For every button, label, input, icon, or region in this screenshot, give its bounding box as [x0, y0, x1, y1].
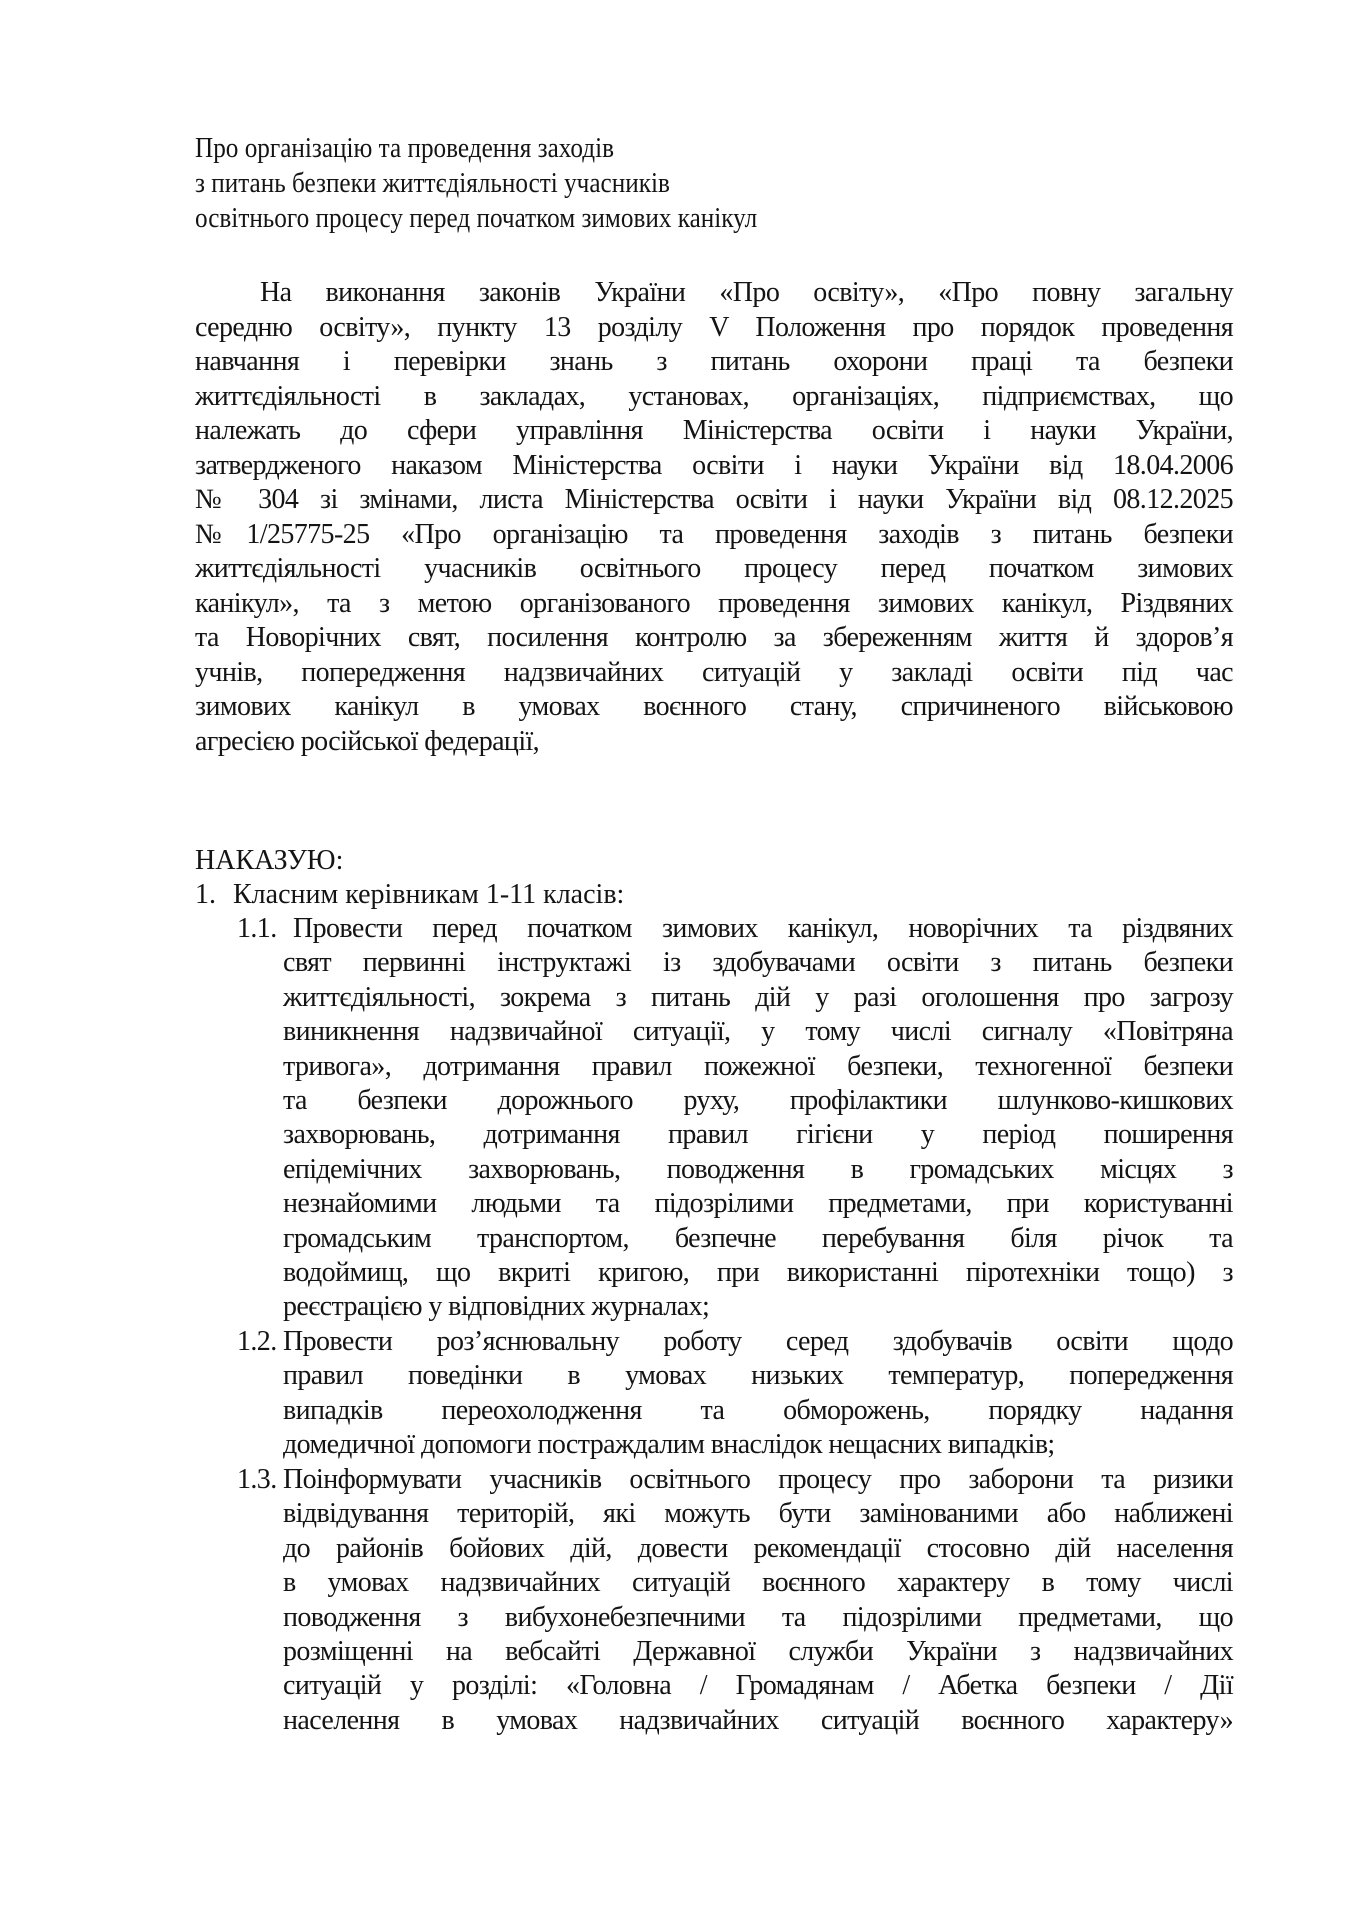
preamble-line: агресією російської федерації, — [195, 725, 540, 757]
preamble-line: життєдіяльності учасників освітнього процесу перед початком зимових — [195, 553, 1233, 584]
preamble-paragraph — [195, 276, 1233, 759]
preamble-line: учнів, попередження надзвичайних ситуацій у закладі освіти під час — [195, 656, 1233, 688]
subitem-line: виникнення надзвичайної ситуації, у тому числі сигналу «Повітряна — [283, 1016, 1233, 1048]
subitem-line: поводження з вибухонебезпечними та підозрілими предметами, що — [283, 1601, 1233, 1633]
preamble-line: № 304 зі змінами, листа Міністерства освіти і науки України від 08.12.2025 — [195, 484, 1233, 515]
subitem-1-1 — [237, 912, 1233, 1325]
title-line: Про організацію та проведення заходів — [195, 133, 615, 164]
subitem-line: життєдіяльності, зокрема з питань дій у разі оголошення про загрозу — [283, 981, 1233, 1013]
subitem-line: захворювань, дотримання правил гігієни у період поширення — [283, 1119, 1233, 1151]
subitem-line: до районів бойових дій, довести рекомендації стосовно дій населення — [283, 1532, 1233, 1564]
preamble-line: навчання і перевірки знань з питань охорони праці та безпеки — [195, 346, 1233, 377]
item-number: 1. — [195, 879, 216, 910]
order-heading: НАКАЗУЮ: — [195, 845, 344, 876]
subitem-1-2 — [237, 1325, 1233, 1463]
subitem-1-3 — [237, 1463, 1233, 1738]
preamble-line: середню освіту», пункту 13 розділу V Положення про порядок проведення — [195, 311, 1233, 343]
list-item-1 — [195, 878, 624, 912]
subitem-line: тривога», дотримання правил пожежної безпеки, техногенної безпеки — [283, 1050, 1233, 1082]
subitem-number: 1.1. — [237, 913, 277, 944]
preamble-line: життєдіяльності в закладах, установах, організаціях, підприємствах, що — [195, 380, 1233, 412]
subitem-line: реєстрацією у відповідних журналах; — [283, 1291, 710, 1323]
subitem-line: розміщенні на вебсайті Державної служби України з надзвичайних — [283, 1635, 1233, 1667]
preamble-line: На виконання законів України «Про освіту», «Про повну загальну — [260, 277, 1233, 308]
preamble-line: затвердженого наказом Міністерства освіти і науки України від 18.04.2006 — [195, 449, 1233, 481]
subitem-line: громадським транспортом, безпечне перебування біля річок та — [283, 1222, 1233, 1254]
subitem-line: ситуацій у розділі: «Головна / Громадянам / Абетка безпеки / Дії — [283, 1670, 1233, 1702]
item-text: Класним керівникам 1-11 класів: — [233, 879, 625, 910]
subitem-line: правил поведінки в умовах низьких температур, попередження — [283, 1360, 1233, 1392]
preamble-line: та Новорічних свят, посилення контролю за збереженням життя й здоров’я — [195, 622, 1233, 653]
subitem-first-line: Провести роз’яснювальну роботу серед здобувачів освіти щодо — [283, 1326, 1233, 1357]
subitem-line: населення в умовах надзвичайних ситуацій воєнного характеру» — [283, 1704, 1233, 1736]
subitem-first-line: Поінформувати учасників освітнього процесу про заборони та ризики — [283, 1464, 1233, 1495]
subitem-line: відвідування територій, які можуть бути замінованими або наближені — [283, 1498, 1233, 1530]
subitem-first-line: Провести перед початком зимових канікул, новорічних та різдвяних — [293, 913, 1233, 944]
preamble-line: належать до сфери управління Міністерства освіти і науки України, — [195, 415, 1233, 446]
subitem-line: домедичної допомоги постраждалим внаслідок нещасних випадків; — [283, 1429, 1055, 1461]
title-line: освітнього процесу перед початком зимових канікул — [195, 203, 758, 234]
preamble-line: канікул», та з метою організованого проведення зимових канікул, Різдвяних — [195, 587, 1233, 619]
subitem-number: 1.3. — [237, 1464, 277, 1495]
preamble-line: зимових канікул в умовах воєнного стану, спричиненого військовою — [195, 691, 1233, 722]
document-title — [195, 131, 1095, 236]
subitem-number: 1.2. — [237, 1326, 277, 1357]
subitem-line: свят первинні інструктажі із здобувачами освіти з питань безпеки — [283, 947, 1233, 979]
subitem-line: випадків переохолодження та обморожень, порядку надання — [283, 1394, 1233, 1426]
preamble-line: №1/25775-25 «Про організацію та проведення заходів з питань безпеки — [195, 518, 1233, 550]
subitem-line: незнайомими людьми та підозрілими предметами, при користуванні — [283, 1188, 1233, 1220]
subitem-line: та безпеки дорожнього руху, профілактики шлунково-кишкових — [283, 1084, 1233, 1116]
subitem-line: в умовах надзвичайних ситуацій воєнного характеру в тому числі — [283, 1567, 1233, 1599]
subitem-line: водоймищ, що вкриті кригою, при використанні піротехніки тощо) з — [283, 1256, 1233, 1288]
title-line: з питань безпеки життєдіяльності учасників — [195, 168, 670, 199]
subitem-line: епідемічних захворювань, поводження в громадських місцях з — [283, 1153, 1233, 1185]
